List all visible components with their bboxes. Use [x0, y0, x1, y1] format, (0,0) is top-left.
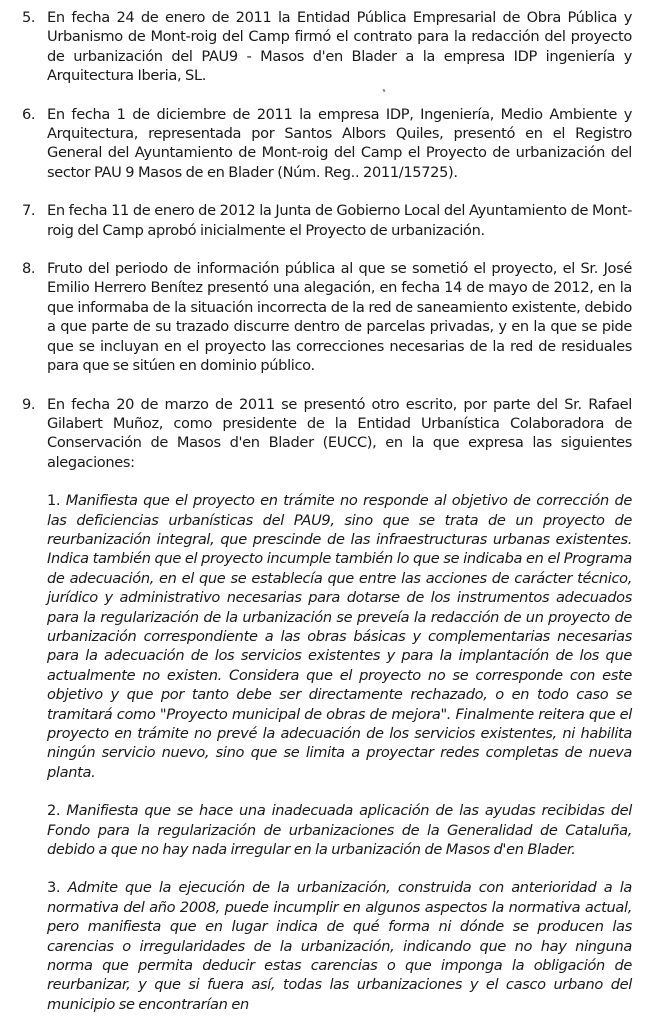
paragraph-number: 6. [22, 105, 36, 123]
allegation-text: Manifiesta que se hace una inadecuada aplicación de las ayudas recibidas del Fondo para la regularización de urbanizaciones de la Generalidad de Cataluña, debido a que no hay nada irregular en la urbanización de Masos d'en Blader. [47, 802, 632, 859]
allegation-number: 1. [47, 492, 61, 510]
paragraph-number: 7. [22, 202, 36, 220]
numbered-paragraph [22, 395, 632, 473]
numbered-paragraph [22, 201, 632, 240]
paragraph-number: 5. [22, 9, 36, 26]
paragraph-text: En fecha 24 de enero de 2011 la Entidad Pública Empresarial de Obra Pública y Urbanismo de Mont-roig del Camp firmó el contrato para la redacción del proyecto de urbanización del PAU9 - Masos d'en Blader a la empresa IDP ingeniería y Arquitectura Iberia, SL. [47, 9, 632, 85]
paragraph-text: En fecha 11 de enero de 2012 la Junta de Gobierno Local del Ayuntamiento de Mont-roig del Camp aprobó inicialmente el Proyecto de urbanización. [47, 202, 632, 239]
paragraph-text: En fecha 1 de diciembre de 2011 la empresa IDP, Ingeniería, Medio Ambiente y Arquitectura, representada por Santos Albors Quiles, presentó en el Registro General del Ayuntamiento de Mont-roig del Camp el Proyecto de urbanización del sector PAU 9 Masos de en Blader (Núm. Reg.. 2011/15725). [47, 105, 632, 181]
paragraph-text: Fruto del periodo de información pública al que se sometió el proyecto, el Sr. José Emilio Herrero Benítez presentó una alegación, en fecha 14 de mayo de 2012, en la que informaba de la situación incorrecta de la red de saneamiento existente, debido a que parte de su trazado discurre dentro de parcelas privadas, y en la que se pide que se incluyan en el proyecto las correcciones necesarias de la red de residuales para que se sitúen en dominio público. [47, 260, 632, 375]
allegation-number: 2. [47, 802, 61, 820]
paragraph-number: 8. [22, 260, 36, 278]
allegation-text: Manifiesta que el proyecto en trámite no responde al objetivo de corrección de las deficiencias urbanísticas del PAU9, sino que se trata de un proyecto de reurbanización integral, que prescinde de las infraestructuras urbanas existentes. Indica también que el proyecto incumple también lo que se indicaba en el Programa de adecuación, en el que se establecía que entre las acciones de carácter técnico, jurídico y administrativo necesarias para dotarse de los instrumentos adecuados para la regularización de la urbanización se preveía la redacción de un proyecto de urbanización correspondiente a las obras básicas y complementarias necesarias para la adecuación de los servicios existentes y para la implantación de los que actualmente no existen. Considera que el proyecto no se corresponde con este objetivo y que por tanto debe ser directamente rechazado, o en todo caso se tramitará como "Proyecto municipal de obras de mejora". Finalmente reitera que el proyecto en trámite no prevé la adecuación de los servicios existentes, ni habilita ningún servicio nuevo, sino que se limita a proyectar redes completas de nueva planta. [47, 492, 632, 781]
allegation-paragraph [47, 878, 632, 1014]
scan-artifact-mark [382, 89, 385, 93]
numbered-paragraph [22, 259, 632, 375]
allegation-text: Admite que la ejecución de la urbanización, construida con anterioridad a la normativa del año 2008, puede incumplir en algunos aspectos la normativa actual, pero manifiesta que en lugar indica de qué forma ni dónde se producen las carencias o irregularidades de la urbanización, indicando que no hay ninguna norma que permita deducir estas carencias o que imponga la obligación de reurbanizar, y que si fuera así, todas las urbanizaciones y el casco urbano del municipio se encontrarían en [47, 879, 632, 1013]
paragraph-number: 9. [22, 395, 36, 413]
allegation-paragraph [47, 801, 632, 859]
numbered-paragraph [22, 8, 632, 86]
allegation-number: 3. [47, 879, 61, 897]
allegation-paragraph [47, 491, 632, 782]
paragraph-text: En fecha 20 de marzo de 2011 se presentó otro escrito, por parte del Sr. Rafael Gilabert Muñoz, como presidente de la Entidad Urbanística Colaboradora de Conservación de Masos d'en Blader (EUCC), en la que expresa las siguientes alegaciones: [47, 395, 632, 471]
numbered-paragraph [22, 105, 632, 183]
